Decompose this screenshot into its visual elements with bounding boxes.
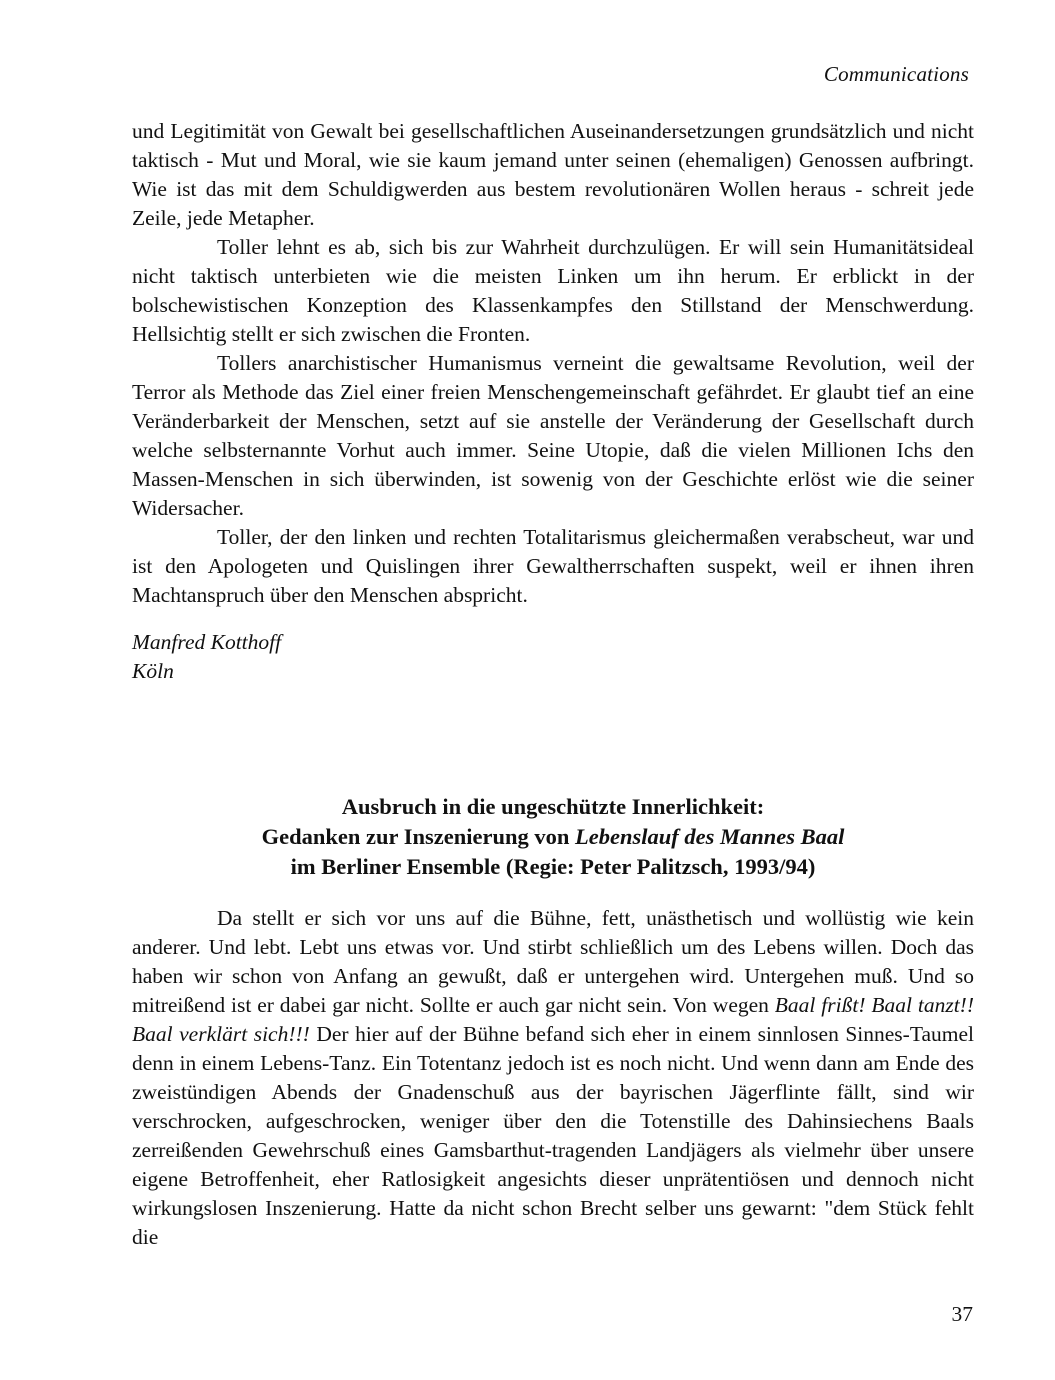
article-text-part-2: Der hier auf der Bühne befand sich eher in einem sinnlosen Sinnes-Taumel denn in einem Lebens-Tanz. Ein Totentanz jedoch ist es noch nicht. Und wenn dann am Ende des zweistündigen Abends der Gnadenschuß aus der bayrischen Jägerflinte fällt, sind wir verschrocken, aufgeschrocken, weniger über den die Totenstille des Dahinsiechens Baals zerreißenden Gewehrschuß eines Gamsbarthut-tragenden Landjägers als vielmehr über unsere eigene Betroffenheit, eher Ratlosigkeit angesichts dieser unprätentiösen und dennoch nicht wirkungslosen Inszenierung. Hatte da nicht schon Brecht selber uns gewarnt: "dem Stück fehlt die (132, 1022, 975, 1249)
signature-city: Köln (132, 659, 174, 683)
letter-paragraph: und Legitimität von Gewalt bei gesellschaftlichen Auseinandersetzungen grundsätzlich und nicht taktisch - Mut und Moral, wie sie kaum jemand unter seinen (ehemaligen) Genossen aufbringt. Wie ist das mit dem Schuldigwerden aus bestem revolutionären Wollen heraus - schreit jede Zeile, jede Metapher. (132, 119, 974, 230)
page-number: 37 (951, 1302, 973, 1326)
title-line-3: im Berliner Ensemble (Regie: Peter Palitzsch, 1993/94) (290, 854, 816, 879)
running-head: Communications (823, 62, 969, 86)
letter-paragraph: Tollers anarchistischer Humanismus verneint die gewaltsame Revolution, weil der Terror als Methode das Ziel einer freien Menschengemeinschaft gefährdet. Er glaubt tief an eine Veränderbarkeit der Menschen, setzt auf sie anstelle der Veränderung der Gesellschaft durch welche selbsternannte Vorhut auch immer. Seine Utopie, daß die vielen Millionen Ichs den Massen-Menschen in sich überwinden, ist sowenig von der Geschichte erlöst wie die seiner Widersacher. (132, 351, 974, 520)
article-paragraph (132, 904, 974, 1252)
article-text-italic: Baal frißt! Baal tanzt!! Baal verklärt sich!!! (132, 993, 974, 1046)
title-work: Lebenslauf des Mannes Baal (574, 824, 845, 849)
letter-signature (132, 628, 281, 686)
title-line-1: Ausbruch in die ungeschützte Innerlichkeit: (341, 794, 765, 819)
article-title (132, 792, 974, 882)
article-body (132, 904, 974, 1252)
article-text-part-1: Da stellt er sich vor uns auf die Bühne, fett, unästhetisch und wollüstig wie kein anderer. Und lebt. Lebt uns etwas vor. Und stirbt schließlich um des Lebens willen. Doch das haben wir schon von Anfang an gewußt, daß er untergehen wird. Untergehen muß. Und so mitreißend ist er dabei gar nicht. Sollte er auch gar nicht sein. Von wegen (132, 906, 974, 1017)
letter-paragraph: Toller lehnt es ab, sich bis zur Wahrheit durchzulügen. Er will sein Humanitätsideal nicht taktisch unterbieten wie die meisten Linken um ihn herum. Er erblickt in der bolschewistischen Konzeption des Klassenkampfes den Stillstand der Menschwerdung. Hellsichtig stellt er sich zwischen die Fronten. (132, 235, 974, 346)
letter-paragraph: Toller, der den linken und rechten Totalitarismus gleichermaßen verabscheut, war und ist den Apologeten und Quislingen ihrer Gewaltherrschaften suspekt, weil er ihnen ihren Machtanspruch über den Menschen abspricht. (132, 525, 974, 607)
letter-body (132, 117, 974, 610)
signature-author: Manfred Kotthoff (132, 630, 282, 654)
title-line-2 (132, 822, 974, 852)
title-line-2-prefix: Gedanken zur Inszenierung von (261, 824, 575, 849)
